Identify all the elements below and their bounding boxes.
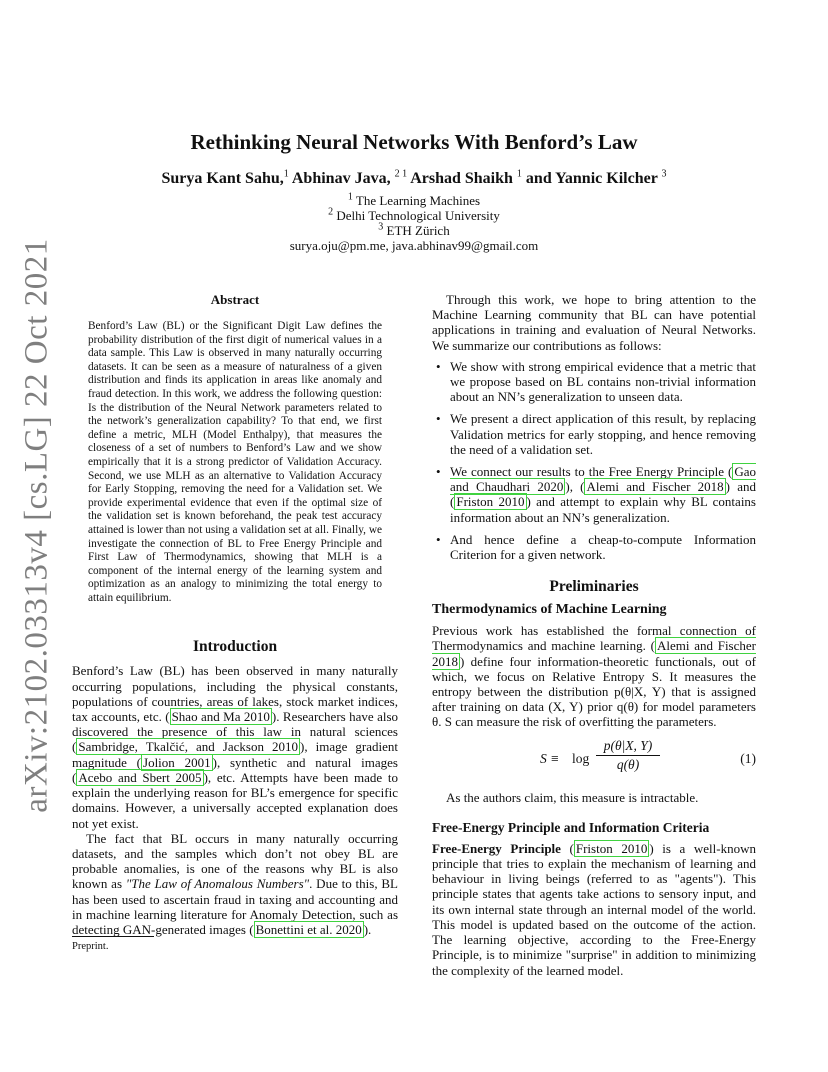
right-column: [432, 292, 756, 978]
author-emails: surya.oju@pm.me, java.abhinav99@gmail.com: [289, 238, 539, 253]
arxiv-id: arXiv:2102.03313v4 [cs.LG] 22 Oct 2021: [18, 237, 55, 813]
affiliation-name: Delhi Technological University: [336, 208, 500, 223]
text-run: (: [560, 840, 574, 856]
free-energy-paragraph: [432, 841, 756, 978]
left-column: [72, 292, 398, 937]
text-run: ) define four information-theoretic functionals, out of which, we focus on Relative Entropy S. It measures the entropy between the distribution p(θ|X, Y) that is assigned after training on data (X, Y) prior q(θ) for model parameters θ. S can measure the risk of overfitting the parameters.: [432, 653, 756, 730]
author-affiliation-mark: 2 1: [394, 168, 408, 180]
equation-numerator: p(θ|X, Y): [603, 737, 653, 753]
footnote-rule: [72, 936, 154, 937]
paper-title: Rethinking Neural Networks With Benford’s Law: [190, 130, 638, 154]
affiliation-mark: 3: [378, 221, 384, 233]
equation-fraction: [596, 738, 660, 773]
citation-link[interactable]: Friston 2010: [575, 840, 648, 856]
affiliation-list: [0, 193, 828, 253]
list-item: [448, 464, 756, 525]
citation-link[interactable]: Bonettini et al. 2020: [255, 921, 362, 937]
citation-link[interactable]: Alemi and Fischer 2018: [586, 479, 724, 495]
author-affiliation-mark: 3: [661, 168, 667, 180]
text-run-italic: "The Law of Anomalous Numbers": [125, 876, 310, 892]
intro-paragraph-1: [72, 663, 398, 830]
introduction-heading: Introduction: [192, 638, 278, 656]
author-name: and Yannic Kilcher: [525, 170, 658, 187]
citation-link[interactable]: Friston 2010: [456, 494, 525, 510]
preliminaries-heading: Preliminaries: [549, 578, 639, 596]
contribution-list: [432, 359, 756, 562]
free-energy-heading: Free-Energy Principle and Information Criteria: [432, 819, 710, 835]
citation-link[interactable]: Shao and Ma 2010: [171, 709, 270, 725]
citation-link[interactable]: Jolion 2001: [143, 754, 211, 770]
text-run: Benford’s Law (BL) has been observed in many naturally occurring populations, including the physical constants, populations of countries, areas of lakes, stock market indices, tax accounts, etc. (: [72, 663, 398, 725]
affiliation-name: The Learning Machines: [355, 193, 481, 208]
citation-link[interactable]: Sambridge, Tkalčić, and Jackson 2010: [78, 739, 298, 755]
author-affiliation-mark: 1: [516, 168, 522, 180]
equation-number: (1): [740, 750, 756, 766]
after-equation-text: As the authors claim, this measure is intractable.: [446, 789, 699, 805]
contributions-intro: Through this work, we hope to bring attention to the Machine Learning community that BL can have potential applications in training and evaluation of Neural Networks. We summarize our contributions as follows:: [432, 292, 756, 353]
affiliation: [0, 208, 828, 223]
text-run: ). Researchers have also discovered the presence of this law in natural sciences (: [72, 709, 399, 755]
list-item: • And hence define a cheap-to-compute Information Criterion for a given network.: [448, 532, 756, 562]
footnote: Preprint.: [72, 941, 109, 952]
citation-link[interactable]: Alemi and Fischer 2018: [432, 638, 756, 669]
intro-paragraph-2: [72, 831, 398, 937]
equation-lhs: S ≡: [540, 750, 560, 766]
text-run: . Due to this, BL has been used to ascertain fraud in taxing and accounting and in machine learning literature for Anomaly Detection, such as detecting GAN-generated images (: [72, 876, 398, 937]
text-run: ), image gradient magnitude (: [72, 739, 398, 770]
affiliation-mark: 1: [347, 191, 353, 203]
abstract-heading: Abstract: [210, 292, 260, 307]
affiliation: [0, 223, 828, 238]
equation-1: [432, 738, 756, 784]
text-run: ) and (: [450, 479, 756, 510]
text-run: ) and attempt to explain why BL contains information about an NN’s generalization.: [450, 494, 756, 525]
text-run: We connect our results to the Free Energy Principle (: [450, 464, 733, 480]
equation-log: log: [572, 750, 590, 766]
text-run: Previous work has established the formal connection of Thermodynamics and machine learning. (: [432, 623, 756, 654]
author-name: Abhinav Java,: [291, 170, 391, 187]
affiliation-mark: 2: [328, 206, 334, 218]
list-item: • We present a direct application of this result, by replacing Validation metrics for early stopping, and hence removing the need of a validation set.: [448, 411, 756, 457]
abstract-text: Benford’s Law (BL) or the Significant Digit Law defines the probability distribution of the first digit of numerical values in a data sample. This Law is observed in many naturally occurring datasets. It can be seen as a measure of naturalness of a given distribution and finds its application in areas like anomaly and fraud detection. In this work, we address the following question: Is the distribution of the Neural Network parameters related to the network’s generalization capability? To that end, we first define a metric, MLH (Model Enthalpy), that measures the closeness of a set of numbers to Benford’s Law and we show empirically that it is a strong predictor of Validation Accuracy. Second, we use MLH as an alternative to Validation Accuracy for Early Stopping, removing the need for a Validation set. We provide experimental evidence that even if the optimal size of the validation set is known beforehand, the peak test accuracy attained is lower than not using a validation set at all. Finally, we investigate the connection of BL to Free Energy Principle and First Law of Thermodynamics, showing that MLH is a component of the internal energy of the learning system and optimization as an analogy to minimizing the total energy to attain equilibrium.: [88, 320, 382, 604]
equation-denominator: q(θ): [616, 756, 640, 772]
thermodynamics-heading: Thermodynamics of Machine Learning: [432, 602, 667, 618]
citation-link[interactable]: Gao and Chaudhari 2020: [450, 464, 756, 495]
author-list: [0, 168, 828, 190]
text-run: ).: [363, 921, 372, 937]
text-run: ), etc. Attempts have been made to explain the underlying reason for BL’s emergence for specific domains. However, a universally accepted explanation does not yet exist.: [72, 769, 398, 831]
text-run: ), (: [565, 479, 585, 495]
thermodynamics-paragraph: [432, 623, 756, 729]
author-affiliation-mark: 1: [283, 168, 289, 180]
author-name: Arshad Shaikh: [410, 170, 513, 187]
affiliation-name: ETH Zürich: [386, 223, 450, 238]
paragraph-lead: Free-Energy Principle: [432, 840, 561, 856]
affiliation: [0, 193, 828, 208]
arxiv-stamp: [14, 237, 60, 813]
text-run: ) is a well-known principle that tries to explain the mechanism of learning and behaviour in living beings (referred to as "agents"). This principle states that agents take actions to sensory input, and its own internal state through an internal model of the world. This model is updated based on the outcome of the action. The learning objective, according to the Free-Energy Principle, is to minimize "surprise" in addition to minimizing the complexity of the learned model.: [432, 840, 756, 978]
fraction-bar: [596, 755, 660, 756]
list-item: • We show with strong empirical evidence that a metric that we propose based on BL contains non-trivial information about an NN’s generalization to unseen data.: [448, 359, 756, 405]
author-name: Surya Kant Sahu,: [161, 170, 284, 187]
text-run: ), synthetic and natural images (: [72, 754, 398, 785]
text-run: The fact that BL occurs in many naturally occurring datasets, and the samples which don’t not obey BL are probable anomalies, is one of the reasons why BL is also known as: [72, 830, 398, 892]
citation-link[interactable]: Acebo and Sbert 2005: [78, 769, 202, 785]
